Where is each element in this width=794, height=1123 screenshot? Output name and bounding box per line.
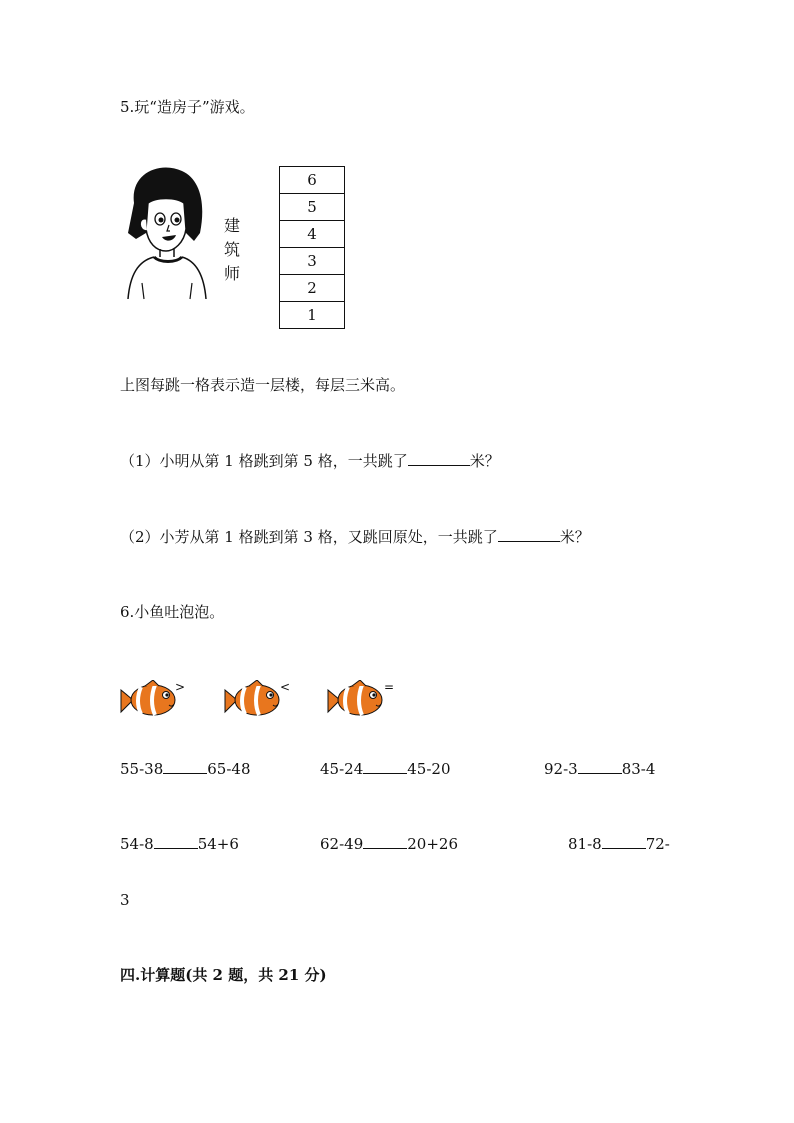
- expr-left: 62-49: [320, 835, 364, 853]
- tower-cell: 5: [280, 193, 344, 220]
- expr-right: 54+6: [197, 835, 239, 853]
- q5-sub1: [120, 451, 500, 471]
- compare-blank[interactable]: [578, 759, 622, 774]
- compare-blank[interactable]: [363, 834, 407, 849]
- equals-symbol: =: [384, 680, 395, 694]
- hopscotch-tower: [279, 166, 345, 329]
- expr-left: 45-24: [320, 760, 364, 778]
- q6-title: 6.小鱼吐泡泡。: [120, 603, 225, 621]
- clownfish-icon: [326, 680, 386, 720]
- q5-title: 5.玩“造房子”游戏。: [120, 98, 255, 116]
- expr-right: 20+26: [407, 835, 458, 853]
- comparison-item: [568, 834, 670, 854]
- compare-blank[interactable]: [154, 834, 198, 849]
- expr-left: 92-3: [544, 760, 578, 778]
- tower-cell: 6: [307, 171, 317, 189]
- q5-sub1-unit: 米？: [469, 452, 500, 470]
- expr-right: 65-48: [207, 760, 251, 778]
- comparison-item: [120, 834, 239, 854]
- q5-sub1-text: （1）小明从第 1 格跳到第 5 格，一共跳了: [120, 452, 408, 470]
- section-title: 四.计算题(共 2 题，共 21 分): [120, 966, 327, 984]
- comparison-item: [320, 834, 458, 854]
- expr-right: 83-4: [621, 760, 656, 778]
- q5-sub2-text: （2）小芳从第 1 格跳到第 3 格，又跳回原处，一共跳了: [120, 528, 498, 546]
- expr-right: 72-: [645, 835, 670, 853]
- q5-sub2-unit: 米？: [559, 528, 590, 546]
- expr-right: 45-20: [407, 760, 451, 778]
- label-char: 师: [223, 264, 240, 283]
- compare-blank[interactable]: [163, 759, 207, 774]
- comparison-item: [120, 759, 251, 779]
- architect-label: [222, 214, 242, 286]
- clownfish-icon: [119, 680, 179, 720]
- expr-left: 55-38: [120, 760, 164, 778]
- expr-left: 81-8: [568, 835, 602, 853]
- clownfish-icon: [223, 680, 283, 720]
- tower-cell: 3: [280, 247, 344, 274]
- less-than-symbol: <: [280, 680, 291, 694]
- comparison-item: [544, 759, 655, 779]
- q5-sub2: [120, 527, 590, 547]
- label-char: 筑: [223, 240, 240, 259]
- wrapped-tail: 3: [120, 891, 130, 909]
- compare-blank[interactable]: [602, 834, 646, 849]
- q5-description: 上图每跳一格表示造一层楼，每层三米高。: [120, 376, 406, 394]
- tower-cell: 2: [280, 274, 344, 301]
- expr-left: 54-8: [120, 835, 154, 853]
- tower-cell: 1: [280, 301, 344, 328]
- compare-blank[interactable]: [363, 759, 407, 774]
- architect-girl-illustration: [120, 163, 212, 303]
- label-char: 建: [223, 216, 240, 235]
- comparison-item: [320, 759, 451, 779]
- answer-blank-1[interactable]: [408, 451, 470, 466]
- answer-blank-2[interactable]: [498, 527, 560, 542]
- tower-cell: 4: [280, 220, 344, 247]
- greater-than-symbol: >: [175, 680, 186, 694]
